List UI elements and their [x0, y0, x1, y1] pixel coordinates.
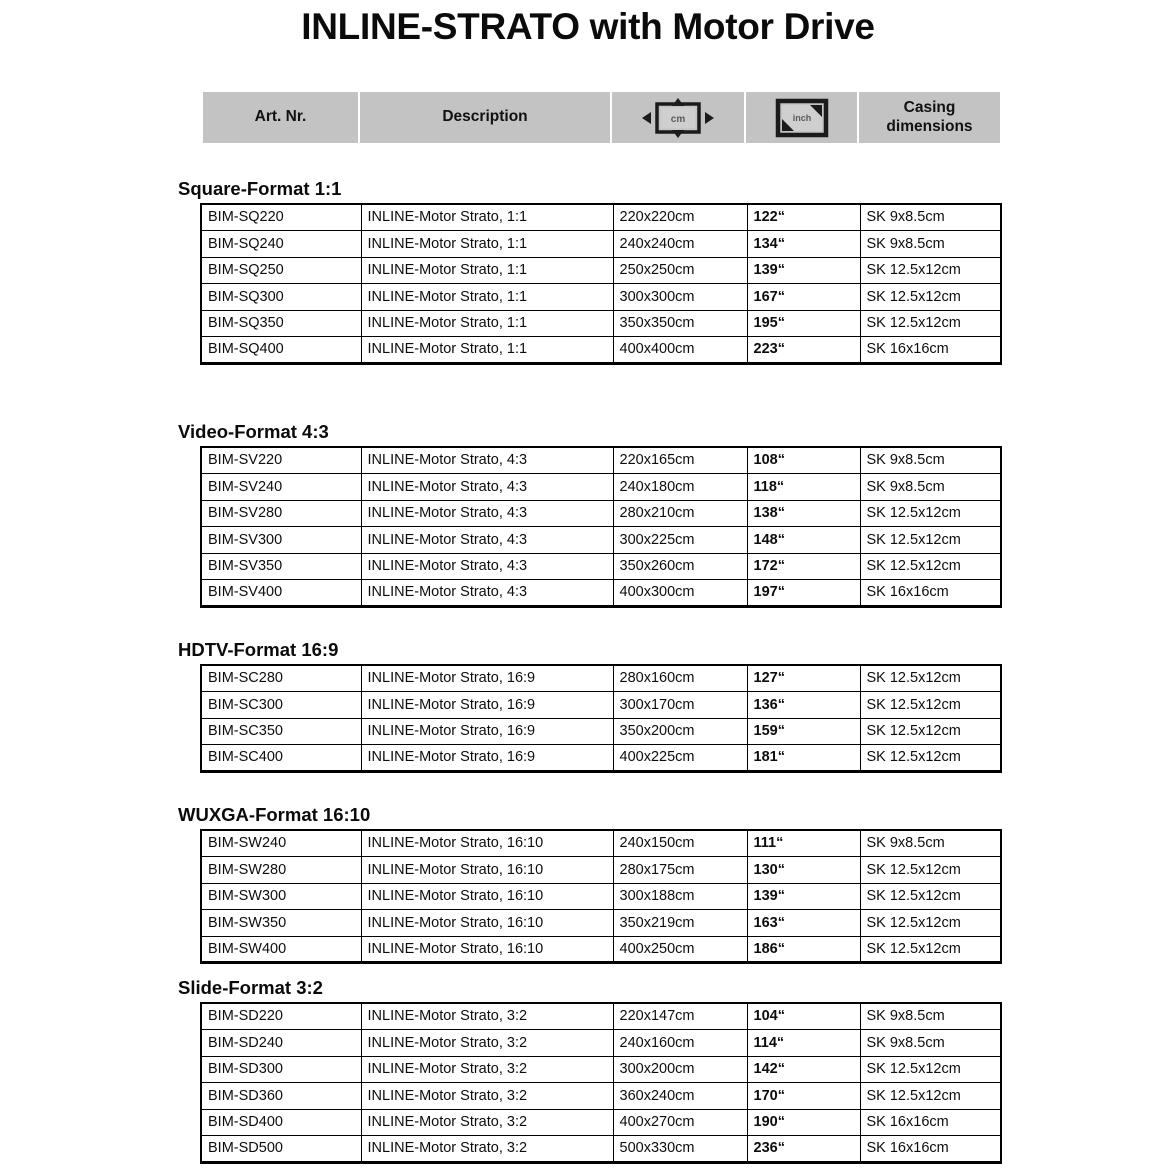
cell-desc: INLINE-Motor Strato, 1:1: [361, 337, 613, 364]
cell-cm: 300x200cm: [613, 1056, 747, 1083]
cell-inch: 181“: [747, 745, 860, 772]
cell-inch: 142“: [747, 1056, 860, 1083]
cell-art: BIM-SD240: [201, 1030, 361, 1057]
cell-casing: SK 12.5x12cm: [860, 910, 1001, 937]
table-row[interactable]: [201, 310, 1001, 337]
cell-cm: 400x250cm: [613, 936, 747, 963]
cell-art: BIM-SV400: [201, 580, 361, 607]
cell-art: BIM-SW400: [201, 936, 361, 963]
cell-art: BIM-SV300: [201, 527, 361, 554]
cell-casing: SK 12.5x12cm: [860, 718, 1001, 745]
cell-casing: SK 9x8.5cm: [860, 204, 1001, 231]
product-table: [200, 1002, 1002, 1164]
cell-inch: 108“: [747, 447, 860, 474]
table-row[interactable]: [201, 527, 1001, 554]
column-header-art-nr: [203, 92, 360, 143]
table-row[interactable]: [201, 857, 1001, 884]
cell-cm: 400x400cm: [613, 337, 747, 364]
cell-inch: 197“: [747, 580, 860, 607]
cell-art: BIM-SD360: [201, 1083, 361, 1110]
cell-cm: 240x180cm: [613, 474, 747, 501]
section-title: WUXGA-Format 16:10: [178, 804, 371, 825]
cell-casing: SK 16x16cm: [860, 337, 1001, 364]
cm-dimensions-icon: [640, 97, 716, 139]
cell-casing: SK 9x8.5cm: [860, 447, 1001, 474]
cell-cm: 350x260cm: [613, 553, 747, 580]
cell-inch: 134“: [747, 231, 860, 258]
cell-inch: 148“: [747, 527, 860, 554]
table-row[interactable]: [201, 474, 1001, 501]
column-header-cm: [612, 92, 746, 143]
table-row[interactable]: [201, 718, 1001, 745]
cell-desc: INLINE-Motor Strato, 1:1: [361, 231, 613, 258]
cell-art: BIM-SQ240: [201, 231, 361, 258]
table-header-band: [203, 92, 1000, 143]
cell-cm: 300x188cm: [613, 883, 747, 910]
section-title: Video-Format 4:3: [178, 421, 329, 442]
cell-casing: SK 12.5x12cm: [860, 1056, 1001, 1083]
column-header-description-label: Description: [442, 108, 528, 126]
cell-inch: 139“: [747, 883, 860, 910]
cell-inch: 139“: [747, 257, 860, 284]
cell-art: BIM-SV280: [201, 500, 361, 527]
cell-casing: SK 16x16cm: [860, 1136, 1001, 1163]
cell-casing: SK 9x8.5cm: [860, 1030, 1001, 1057]
table-row[interactable]: [201, 665, 1001, 692]
cell-art: BIM-SV220: [201, 447, 361, 474]
table-row[interactable]: [201, 1003, 1001, 1030]
cell-desc: INLINE-Motor Strato, 4:3: [361, 500, 613, 527]
cell-art: BIM-SV350: [201, 553, 361, 580]
cell-desc: INLINE-Motor Strato, 4:3: [361, 580, 613, 607]
cell-inch: 167“: [747, 284, 860, 311]
cell-art: BIM-SQ400: [201, 337, 361, 364]
table-row[interactable]: [201, 830, 1001, 857]
cell-casing: SK 12.5x12cm: [860, 527, 1001, 554]
casing-line1: Casing: [903, 99, 956, 117]
cell-casing: SK 12.5x12cm: [860, 883, 1001, 910]
cell-desc: INLINE-Motor Strato, 16:9: [361, 692, 613, 719]
cell-inch: 172“: [747, 553, 860, 580]
cell-casing: SK 16x16cm: [860, 1109, 1001, 1136]
cell-desc: INLINE-Motor Strato, 16:10: [361, 910, 613, 937]
cell-casing: SK 12.5x12cm: [860, 257, 1001, 284]
cell-cm: 400x270cm: [613, 1109, 747, 1136]
cell-desc: INLINE-Motor Strato, 3:2: [361, 1056, 613, 1083]
cell-inch: 195“: [747, 310, 860, 337]
cell-art: BIM-SW350: [201, 910, 361, 937]
column-header-inch: [746, 92, 859, 143]
section-title: HDTV-Format 16:9: [178, 639, 339, 660]
table-row[interactable]: [201, 204, 1001, 231]
cell-inch: 223“: [747, 337, 860, 364]
cell-cm: 280x210cm: [613, 500, 747, 527]
table-row[interactable]: [201, 745, 1001, 772]
cell-art: BIM-SQ300: [201, 284, 361, 311]
cell-casing: SK 9x8.5cm: [860, 830, 1001, 857]
cell-cm: 350x219cm: [613, 910, 747, 937]
column-header-casing-dimensions: [859, 92, 1000, 143]
cell-desc: INLINE-Motor Strato, 16:9: [361, 665, 613, 692]
cell-cm: 400x300cm: [613, 580, 747, 607]
column-header-casing-dimensions-label: [886, 99, 972, 136]
cell-art: BIM-SQ350: [201, 310, 361, 337]
cell-inch: 186“: [747, 936, 860, 963]
cell-inch: 190“: [747, 1109, 860, 1136]
cell-cm: 350x350cm: [613, 310, 747, 337]
cell-cm: 400x225cm: [613, 745, 747, 772]
cell-inch: 111“: [747, 830, 860, 857]
cell-desc: INLINE-Motor Strato, 1:1: [361, 284, 613, 311]
table-row[interactable]: [201, 1030, 1001, 1057]
cell-inch: 118“: [747, 474, 860, 501]
cell-desc: INLINE-Motor Strato, 3:2: [361, 1030, 613, 1057]
cell-art: BIM-SW300: [201, 883, 361, 910]
cell-inch: 122“: [747, 204, 860, 231]
svg-text:inch: inch: [792, 112, 811, 123]
cell-art: BIM-SD220: [201, 1003, 361, 1030]
product-table: [200, 829, 1002, 964]
cell-cm: 360x240cm: [613, 1083, 747, 1110]
cell-cm: 220x147cm: [613, 1003, 747, 1030]
section-title: Slide-Format 3:2: [178, 977, 323, 998]
cell-desc: INLINE-Motor Strato, 16:10: [361, 883, 613, 910]
cell-cm: 220x165cm: [613, 447, 747, 474]
cell-inch: 104“: [747, 1003, 860, 1030]
table-row[interactable]: [201, 257, 1001, 284]
table-row[interactable]: [201, 1083, 1001, 1110]
cell-desc: INLINE-Motor Strato, 3:2: [361, 1083, 613, 1110]
cell-inch: 159“: [747, 718, 860, 745]
cell-inch: 127“: [747, 665, 860, 692]
table-row[interactable]: [201, 1109, 1001, 1136]
cell-art: BIM-SD300: [201, 1056, 361, 1083]
cell-casing: SK 12.5x12cm: [860, 665, 1001, 692]
table-row[interactable]: [201, 337, 1001, 364]
table-row[interactable]: [201, 936, 1001, 963]
cell-cm: 500x330cm: [613, 1136, 747, 1163]
cell-desc: INLINE-Motor Strato, 1:1: [361, 310, 613, 337]
table-row[interactable]: [201, 500, 1001, 527]
cell-casing: SK 12.5x12cm: [860, 936, 1001, 963]
cell-art: BIM-SC400: [201, 745, 361, 772]
product-table: [200, 446, 1002, 608]
cell-desc: INLINE-Motor Strato, 4:3: [361, 553, 613, 580]
cell-desc: INLINE-Motor Strato, 16:9: [361, 745, 613, 772]
column-header-art-nr-label: Art. Nr.: [254, 108, 307, 126]
cell-desc: INLINE-Motor Strato, 16:10: [361, 830, 613, 857]
cell-desc: INLINE-Motor Strato, 16:9: [361, 718, 613, 745]
table-row[interactable]: [201, 1136, 1001, 1163]
table-row[interactable]: [201, 447, 1001, 474]
cell-art: BIM-SW280: [201, 857, 361, 884]
cell-inch: 170“: [747, 1083, 860, 1110]
cell-desc: INLINE-Motor Strato, 3:2: [361, 1109, 613, 1136]
cell-casing: SK 12.5x12cm: [860, 745, 1001, 772]
cell-inch: 163“: [747, 910, 860, 937]
cell-casing: SK 12.5x12cm: [860, 553, 1001, 580]
cell-cm: 240x150cm: [613, 830, 747, 857]
cell-inch: 236“: [747, 1136, 860, 1163]
cell-cm: 220x220cm: [613, 204, 747, 231]
cell-cm: 300x300cm: [613, 284, 747, 311]
table-row[interactable]: [201, 284, 1001, 311]
cell-inch: 136“: [747, 692, 860, 719]
cell-cm: 240x240cm: [613, 231, 747, 258]
cell-desc: INLINE-Motor Strato, 4:3: [361, 474, 613, 501]
table-row[interactable]: [201, 553, 1001, 580]
cell-casing: SK 12.5x12cm: [860, 284, 1001, 311]
cell-desc: INLINE-Motor Strato, 16:10: [361, 936, 613, 963]
product-table: [200, 664, 1002, 773]
cell-casing: SK 12.5x12cm: [860, 500, 1001, 527]
cell-inch: 130“: [747, 857, 860, 884]
cell-cm: 300x170cm: [613, 692, 747, 719]
cell-art: BIM-SC280: [201, 665, 361, 692]
inch-diagonal-icon: [764, 97, 840, 139]
cell-casing: SK 12.5x12cm: [860, 857, 1001, 884]
table-row[interactable]: [201, 910, 1001, 937]
cell-casing: SK 9x8.5cm: [860, 1003, 1001, 1030]
cell-cm: 280x175cm: [613, 857, 747, 884]
cell-art: BIM-SC350: [201, 718, 361, 745]
cell-casing: SK 9x8.5cm: [860, 231, 1001, 258]
page-title: INLINE-STRATO with Motor Drive: [301, 6, 875, 47]
column-header-description: [360, 92, 612, 143]
cell-art: BIM-SW240: [201, 830, 361, 857]
cell-art: BIM-SQ250: [201, 257, 361, 284]
cell-desc: INLINE-Motor Strato, 3:2: [361, 1003, 613, 1030]
cell-casing: SK 16x16cm: [860, 580, 1001, 607]
svg-text:cm: cm: [670, 113, 686, 125]
cell-art: BIM-SQ220: [201, 204, 361, 231]
cell-cm: 250x250cm: [613, 257, 747, 284]
table-row[interactable]: [201, 692, 1001, 719]
cell-desc: INLINE-Motor Strato, 16:10: [361, 857, 613, 884]
cell-cm: 350x200cm: [613, 718, 747, 745]
cell-art: BIM-SD500: [201, 1136, 361, 1163]
cell-desc: INLINE-Motor Strato, 1:1: [361, 204, 613, 231]
cell-cm: 280x160cm: [613, 665, 747, 692]
cell-casing: SK 9x8.5cm: [860, 474, 1001, 501]
table-row[interactable]: [201, 580, 1001, 607]
casing-line2: dimensions: [886, 117, 973, 135]
cell-desc: INLINE-Motor Strato, 4:3: [361, 447, 613, 474]
cell-casing: SK 12.5x12cm: [860, 1083, 1001, 1110]
table-row[interactable]: [201, 1056, 1001, 1083]
table-row[interactable]: [201, 231, 1001, 258]
cell-casing: SK 12.5x12cm: [860, 310, 1001, 337]
cell-art: BIM-SD400: [201, 1109, 361, 1136]
table-row[interactable]: [201, 883, 1001, 910]
cell-casing: SK 12.5x12cm: [860, 692, 1001, 719]
cell-art: BIM-SC300: [201, 692, 361, 719]
cell-cm: 240x160cm: [613, 1030, 747, 1057]
section-title: Square-Format 1:1: [178, 178, 342, 199]
cell-cm: 300x225cm: [613, 527, 747, 554]
cell-desc: INLINE-Motor Strato, 3:2: [361, 1136, 613, 1163]
cell-inch: 114“: [747, 1030, 860, 1057]
cell-desc: INLINE-Motor Strato, 1:1: [361, 257, 613, 284]
product-table: [200, 203, 1002, 365]
cell-inch: 138“: [747, 500, 860, 527]
cell-art: BIM-SV240: [201, 474, 361, 501]
cell-desc: INLINE-Motor Strato, 4:3: [361, 527, 613, 554]
